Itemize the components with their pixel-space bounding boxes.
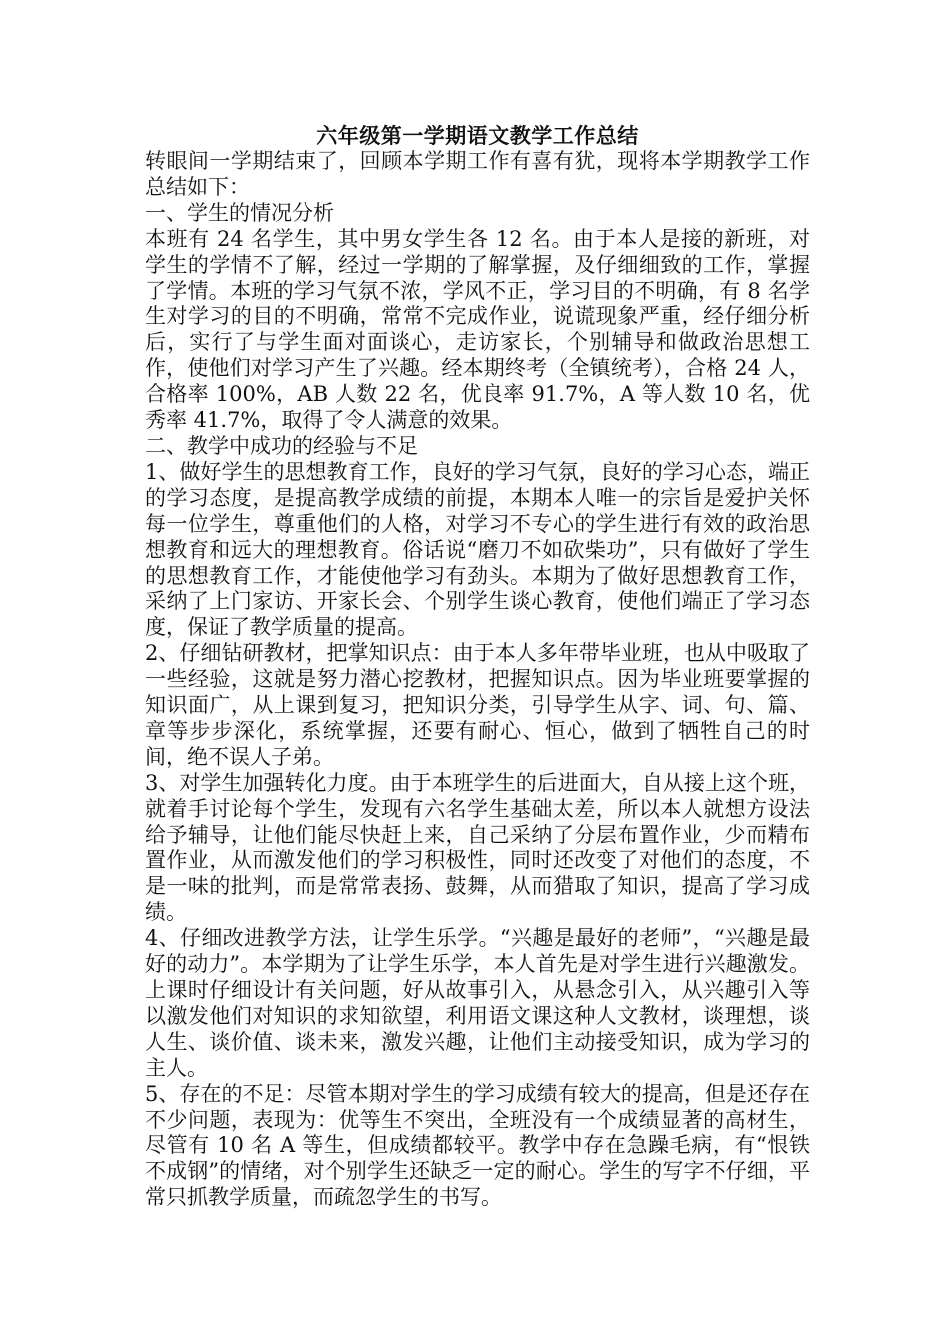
student-analysis-paragraph: 本班有 24 名学生，其中男女学生各 12 名。由于本人是接的新班，对学生的学情不了解，经过一学期的了解掌握，及仔细细致的工作，掌握了学情。本班的学习气氛不浓，学风不正，学习目的不明确，有 8 名学生对学习的目的不明确，常常不完成作业，说谎现象严重，经仔细分析后，实行了与学生面对面谈心，走访家长，个别辅导和做政治思想工作，使他们对学习产生了兴趣。经本期终考（全镇统考），合格 24 人，合格率 100%，AB 人数 22 名，优良率 91.7%，A 等人数 10 名，优秀率 41.7%，取得了令人满意的效果。 xyxy=(145,226,810,433)
section-heading-student-analysis: 一、学生的情况分析 xyxy=(145,200,334,225)
experience-item-2: 2、仔细钻研教材，把掌知识点：由于本人多年带毕业班，也从中吸取了一些经验，这就是努力潜心挖教材，把握知识点。因为毕业班要掌握的知识面广，从上课到复习，把知识分类，引导学生从字、词、句、篇、章等步步深化，系统掌握，还要有耐心、恒心，做到了牺牲自己的时间，绝不误人子弟。 xyxy=(145,641,810,769)
experience-item-5: 5、存在的不足：尽管本期对学生的学习成绩有较大的提高，但是还存在不少问题，表现为：优等生不突出，全班没有一个成绩显著的高材生，尽管有 10 名 A 等生，但成绩都较平。教学中存在急躁毛病，有“恨铁不成钢”的情绪，对个别学生还缺乏一定的耐心。学生的写字不仔细，平常只抓教学质量，而疏忽学生的书写。 xyxy=(145,1081,810,1210)
experience-item-4: 4、仔细改进教学方法，让学生乐学。“兴趣是最好的老师”，“兴趣是最好的动力”。本学期为了让学生乐学，本人首先是对学生进行兴趣激发。上课时仔细设计有关问题，好从故事引入，从悬念引入，从兴趣引入等以激发他们对知识的求知欲望，利用语文课这种人文教材，谈理想，谈人生、谈价值、谈未来，激发兴趣，让他们主动接受知识，成为学习的主人。 xyxy=(145,926,810,1080)
section-heading-experience: 二、教学中成功的经验与不足 xyxy=(145,433,418,458)
intro-paragraph: 转眼间一学期结束了，回顾本学期工作有喜有犹，现将本学期教学工作总结如下： xyxy=(145,149,810,199)
document-title: 六年级第一学期语文教学工作总结 xyxy=(316,124,639,148)
document-body xyxy=(145,123,810,1211)
experience-item-1: 1、做好学生的思想教育工作，良好的学习气氛，良好的学习心态，端正的学习态度，是提高教学成绩的前提，本期本人唯一的宗旨是爱护关怀每一位学生，尊重他们的人格，对学习不专心的学生进行有效的政治思想教育和远大的理想教育。俗话说“磨刀不如砍柴功”，只有做好了学生的思想教育工作，才能使他学习有劲头。本期为了做好思想教育工作，采纳了上门家访、开家长会、个别学生谈心教育，使他们端正了学习态度，保证了教学质量的提高。 xyxy=(145,459,810,640)
experience-item-3: 3、对学生加强转化力度。由于本班学生的后进面大，自从接上这个班，就着手讨论每个学生，发现有六名学生基础太差，所以本人就想方设法给予辅导，让他们能尽快赶上来，自己采纳了分层布置作业，少而精布置作业，从而激发他们的学习积极性，同时还改变了对他们的态度，不是一味的批判，而是常常表扬、鼓舞，从而猎取了知识，提高了学习成绩。 xyxy=(145,770,810,925)
